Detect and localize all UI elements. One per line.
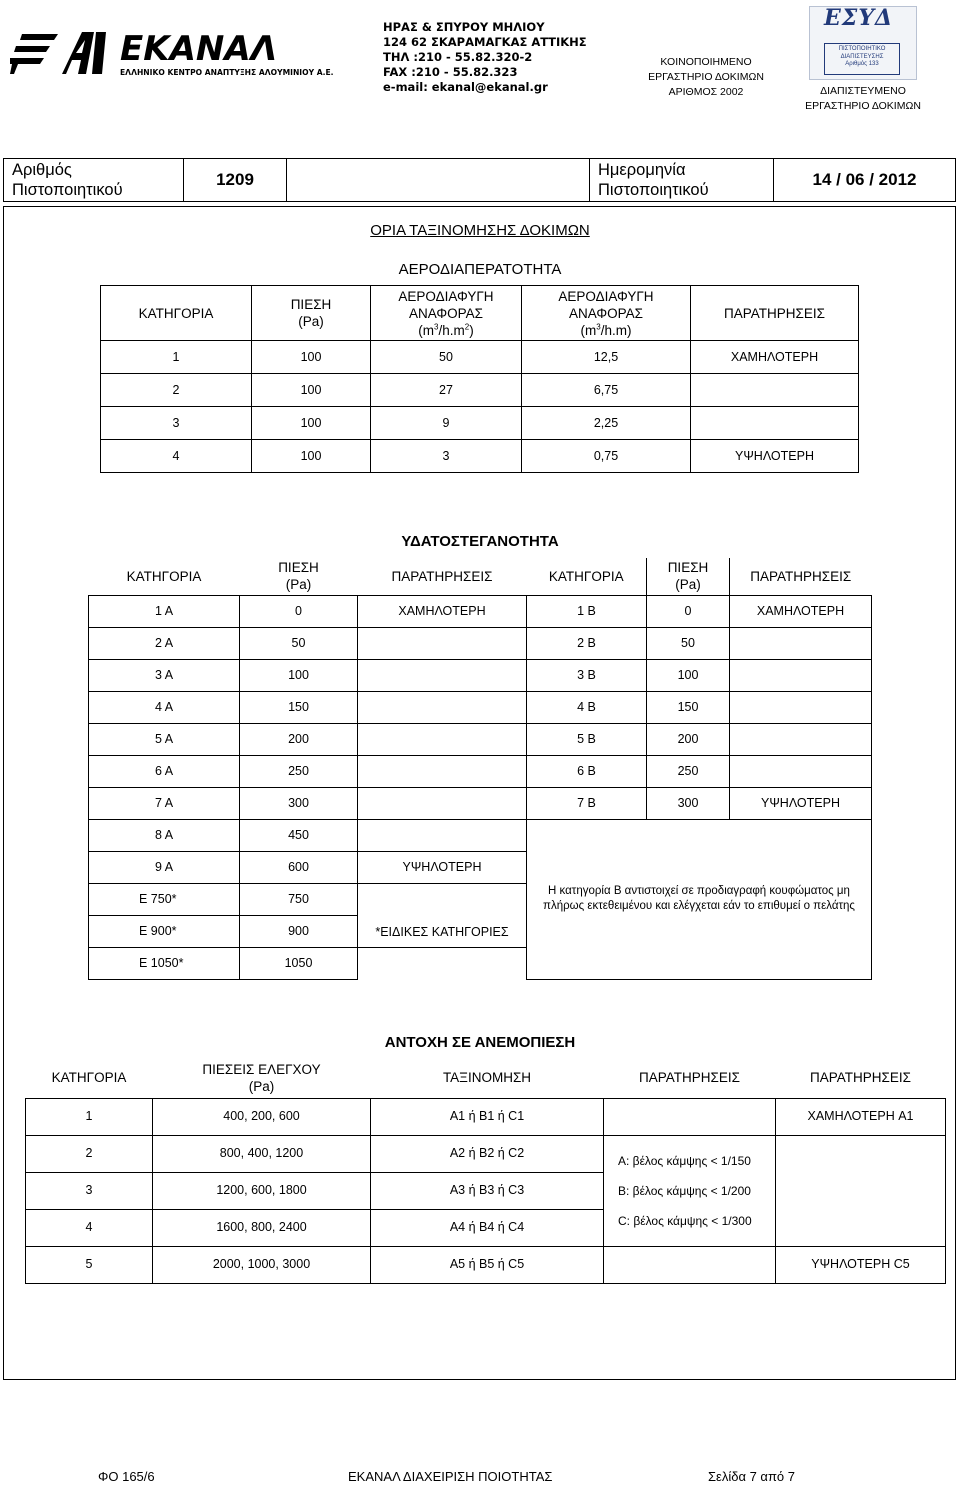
- table-cell: 900: [240, 915, 358, 947]
- cell-leak-length: 0,75: [522, 440, 691, 473]
- table-cell: 6 B: [527, 755, 647, 787]
- table-cell: 4 A: [89, 691, 240, 723]
- esyd-mark: ΕΣΥΔ: [824, 5, 894, 31]
- table-cell: 1: [26, 1098, 153, 1135]
- table-row: [101, 407, 859, 440]
- cell-pressure: 100: [252, 407, 371, 440]
- table-row: [26, 1098, 946, 1135]
- fax-line: FAX :210 - 55.82.323: [383, 65, 518, 79]
- table-cell: 7 A: [89, 787, 240, 819]
- esyd-box-line: ΔΙΑΠΙΣΤΕΥΣΗΣ: [840, 53, 884, 60]
- cell-remarks: [691, 374, 859, 407]
- table-cell: 250: [647, 755, 730, 787]
- table-cell: 2 B: [527, 627, 647, 659]
- certificate-date: 14 / 06 / 2012: [812, 170, 917, 189]
- table-cell: ΧΑΜΗΛΟΤΕΡΗ A1: [776, 1098, 946, 1135]
- table-cell: 200: [647, 723, 730, 755]
- esyd-certificate-box: [824, 43, 900, 75]
- table-cell: 2000, 1000, 3000: [153, 1246, 371, 1283]
- table-cell: [730, 723, 872, 755]
- table-cell: [358, 787, 527, 819]
- company-address: [383, 20, 587, 95]
- table-cell: 800, 400, 1200: [153, 1135, 371, 1172]
- table-cell: 2 A: [89, 627, 240, 659]
- table-cell: 1050: [240, 947, 358, 979]
- table-cell: A2 ή B2 ή C2: [371, 1135, 604, 1172]
- table-row: [89, 787, 872, 819]
- cell-category: 4: [101, 440, 252, 473]
- main-title: ΟΡΙΑ ΤΑΞΙΝΟΜΗΣΗΣ ΔΟΚΙΜΩΝ: [370, 222, 590, 239]
- header-pressure: ΠΙΕΣΗ (Pa): [278, 560, 319, 593]
- table-cell: 8 A: [89, 819, 240, 851]
- table-cell: [730, 755, 872, 787]
- header-remarks-1: ΠΑΡΑΤΗΡΗΣΕΙΣ: [639, 1070, 740, 1086]
- cell-pressure: 100: [252, 374, 371, 407]
- table-cell: A3 ή B3 ή C3: [371, 1172, 604, 1209]
- table-row: [89, 627, 872, 659]
- table-cell: 600: [240, 851, 358, 883]
- notified-line: ΑΡΙΘΜΟΣ 2002: [668, 86, 744, 98]
- table-cell: [604, 1098, 776, 1135]
- table-cell: A4 ή B4 ή C4: [371, 1209, 604, 1246]
- notified-lab: [640, 55, 772, 100]
- cell-leak-area: 50: [371, 341, 522, 374]
- header-classification: ΤΑΞΙΝΟΜΗΣΗ: [442, 1070, 532, 1086]
- table-cell: 450: [240, 819, 358, 851]
- table-cell: 1200, 600, 1800: [153, 1172, 371, 1209]
- deflection-notes: [604, 1135, 776, 1246]
- email-line: e-mail: ekanal@ekanal.gr: [383, 80, 548, 94]
- table-cell: 300: [647, 787, 730, 819]
- table-cell: 300: [240, 787, 358, 819]
- notified-line: ΚΟΙΝΟΠΟΙΗΜΕΝΟ: [660, 56, 752, 68]
- header-category: ΚΑΤΗΓΟΡΙΑ: [101, 286, 252, 341]
- phone-line: ΤΗΛ :210 - 55.82.320-2: [383, 50, 533, 64]
- cell-leak-length: 2,25: [522, 407, 691, 440]
- header-pressures: ΠΙΕΣΕΙΣ ΕΛΕΓΧΟΥ (Pa): [202, 1061, 321, 1094]
- header-remarks-2: ΠΑΡΑΤΗΡΗΣΕΙΣ: [810, 1070, 911, 1086]
- header-leak-length: ΑΕΡΟΔΙΑΦΥΓΗ ΑΝΑΦΟΡΑΣ $(m^3/h.m)$: [522, 286, 691, 341]
- table-cell: 400, 200, 600: [153, 1098, 371, 1135]
- table-cell: [604, 1246, 776, 1283]
- table-cell: ΥΨΗΛΟΤΕΡΗ C5: [776, 1246, 946, 1283]
- quality-system: ΕΚΑΝΑΛ ΔΙΑΧΕΙΡΙΣΗ ΠΟΙΟΤΗΤΑΣ: [348, 1469, 553, 1484]
- table-cell: [358, 691, 527, 723]
- table-cell: 7 B: [527, 787, 647, 819]
- table-cell: 100: [240, 659, 358, 691]
- certificate-number: 1209: [184, 159, 287, 201]
- header-remarks-b: ΠΑΡΑΤΗΡΗΣΕΙΣ: [750, 568, 852, 584]
- cell-leak-area: 3: [371, 440, 522, 473]
- accredited-line: ΔΙΑΠΙΣΤΕΥΜΕΝΟ: [820, 85, 906, 97]
- cell-leak-area: 27: [371, 374, 522, 407]
- table-cell: 3 A: [89, 659, 240, 691]
- header-remarks: ΠΑΡΑΤΗΡΗΣΕΙΣ: [691, 286, 859, 341]
- esyd-box-line: ΠΙΣΤΟΠΟΙΗΤΙΚΟ: [838, 46, 886, 52]
- table-cell: [358, 947, 527, 979]
- table-cell: 150: [240, 691, 358, 723]
- table-cell: [358, 723, 527, 755]
- table-cell: [358, 659, 527, 691]
- category-b-note: Η κατηγορία Β αντιστοιχεί σε προδιαγραφή κουφώματος μη πλήρως εκτεθειμένου και ελέγχεται εάν το επιθυμεί ο πελάτης: [527, 819, 872, 979]
- address-line: 124 62 ΣΚΑΡΑΜΑΓΚΑΣ ΑΤΤΙΚΗΣ: [383, 35, 587, 49]
- cell-leak-length: 6,75: [522, 374, 691, 407]
- table-cell: 6 A: [89, 755, 240, 787]
- table-cell: 1 A: [89, 595, 240, 627]
- deflection-b: B: βέλος κάμψης < 1/200: [618, 1183, 751, 1198]
- table-cell: 50: [240, 627, 358, 659]
- wind-resistance-title: ΑΝΤΟΧΗ ΣΕ ΑΝΕΜΟΠΙΕΣΗ: [384, 1034, 576, 1051]
- table-cell: ΥΨΗΛΟΤΕΡΗ: [358, 851, 527, 883]
- header-leak-area: ΑΕΡΟΔΙΑΦΥΓΗ ΑΝΑΦΟΡΑΣ $(m^3/h.m^2)$: [371, 286, 522, 341]
- header-category: ΚΑΤΗΓΟΡΙΑ: [126, 568, 202, 584]
- watertightness-title: ΥΔΑΤΟΣΤΕΓΑΝΟΤΗΤΑ: [401, 533, 559, 550]
- table-row: [89, 755, 872, 787]
- deflection-a: A: βέλος κάμψης < 1/150: [618, 1153, 751, 1168]
- table-cell: 5 A: [89, 723, 240, 755]
- table-cell: 3: [26, 1172, 153, 1209]
- cell-remarks: ΥΨΗΛΟΤΕΡΗ: [691, 440, 859, 473]
- cell-remarks: ΧΑΜΗΛΟΤΕΡΗ: [691, 341, 859, 374]
- table-cell: E 750*: [89, 883, 240, 915]
- certificate-date-label: Ημερομηνία Πιστοποιητικού: [590, 159, 774, 201]
- cell-category: 2: [101, 374, 252, 407]
- watertightness-table: [88, 558, 872, 980]
- header-category-b: ΚΑΤΗΓΟΡΙΑ: [548, 568, 624, 584]
- table-cell: 1600, 800, 2400: [153, 1209, 371, 1246]
- table-row: [89, 691, 872, 723]
- cell-leak-area: 9: [371, 407, 522, 440]
- certificate-number-label: Αριθμός Πιστοποιητικού: [4, 159, 184, 201]
- table-cell: 200: [240, 723, 358, 755]
- table-cell: ΥΨΗΛΟΤΕΡΗ: [730, 787, 872, 819]
- table-cell: 5 B: [527, 723, 647, 755]
- table-cell: 2: [26, 1135, 153, 1172]
- table-cell: [730, 627, 872, 659]
- table-cell: 750: [240, 883, 358, 915]
- wind-resistance-table: [25, 1058, 946, 1284]
- table-cell: 0: [647, 595, 730, 627]
- table-cell: [358, 755, 527, 787]
- table-cell: A1 ή B1 ή C1: [371, 1098, 604, 1135]
- air-permeability-table: [100, 285, 859, 473]
- table-cell: 3 B: [527, 659, 647, 691]
- table-cell: [730, 691, 872, 723]
- table-cell: 0: [240, 595, 358, 627]
- logo-text: ΕΚΑΝΑΛ: [120, 29, 277, 69]
- table-cell: 1 B: [527, 595, 647, 627]
- table-cell: 4 B: [527, 691, 647, 723]
- table-row: [26, 1246, 946, 1283]
- table-cell: E 1050*: [89, 947, 240, 979]
- accreditation-block: [796, 6, 930, 114]
- header-pressure-b: ΠΙΕΣΗ (Pa): [647, 558, 730, 595]
- cell-leak-length: 12,5: [522, 341, 691, 374]
- table-cell: ΧΑΜΗΛΟΤΕΡΗ: [730, 595, 872, 627]
- table-row: [26, 1135, 946, 1172]
- table-row: [89, 819, 872, 851]
- page-number: Σελίδα 7 από 7: [708, 1469, 795, 1484]
- cell-pressure: 100: [252, 341, 371, 374]
- table-cell: [358, 627, 527, 659]
- address-line: ΗΡΑΣ & ΣΠΥΡΟΥ ΜΗΛΙΟΥ: [383, 20, 545, 34]
- table-cell: 100: [647, 659, 730, 691]
- header-pressure: ΠΙΕΣΗ (Pa): [252, 286, 371, 341]
- ekanal-logo: [10, 22, 340, 82]
- cell-pressure: 100: [252, 440, 371, 473]
- esyd-box-line: Αριθμός 133: [845, 61, 879, 67]
- air-permeability-title: ΑΕΡΟΔΙΑΠΕΡΑΤΟΤΗΤΑ: [398, 261, 562, 278]
- table-cell: 9 A: [89, 851, 240, 883]
- cell-category: 1: [101, 341, 252, 374]
- header-category: ΚΑΤΗΓΟΡΙΑ: [51, 1070, 127, 1086]
- deflection-c: C: βέλος κάμψης < 1/300: [618, 1213, 752, 1228]
- table-cell: [358, 819, 527, 851]
- cell-remarks: [691, 407, 859, 440]
- table-row: [89, 723, 872, 755]
- special-categories: *ΕΙΔΙΚΕΣ ΚΑΤΗΓΟΡΙΕΣ: [358, 883, 527, 947]
- table-cell: 150: [647, 691, 730, 723]
- table-cell: [776, 1135, 946, 1246]
- table-cell: A5 ή B5 ή C5: [371, 1246, 604, 1283]
- cell-category: 3: [101, 407, 252, 440]
- table-row: [101, 440, 859, 473]
- table-cell: 4: [26, 1209, 153, 1246]
- table-cell: ΧΑΜΗΛΟΤΕΡΗ: [358, 595, 527, 627]
- esyd-logo: [809, 6, 917, 80]
- table-cell: E 900*: [89, 915, 240, 947]
- certificate-info-bar: [3, 158, 956, 202]
- table-row: [101, 341, 859, 374]
- table-cell: 250: [240, 755, 358, 787]
- spacer-cell: [287, 159, 590, 201]
- table-row: [89, 659, 872, 691]
- accredited-line: ΕΡΓΑΣΤΗΡΙΟ ΔΟΚΙΜΩΝ: [805, 100, 921, 112]
- notified-line: ΕΡΓΑΣΤΗΡΙΟ ΔΟΚΙΜΩΝ: [648, 71, 764, 83]
- table-row: [89, 595, 872, 627]
- logo-subtitle: ΕΛΛΗΝΙΚΟ ΚΕΝΤΡΟ ΑΝΑΠΤΥΞΗΣ ΑΛΟΥΜΙΝΙΟΥ Α.Ε.: [120, 68, 334, 77]
- form-code: ΦΟ 165/6: [98, 1469, 155, 1484]
- table-row: [101, 374, 859, 407]
- table-cell: 50: [647, 627, 730, 659]
- header-remarks: ΠΑΡΑΤΗΡΗΣΕΙΣ: [391, 568, 493, 584]
- table-cell: [730, 659, 872, 691]
- table-cell: 5: [26, 1246, 153, 1283]
